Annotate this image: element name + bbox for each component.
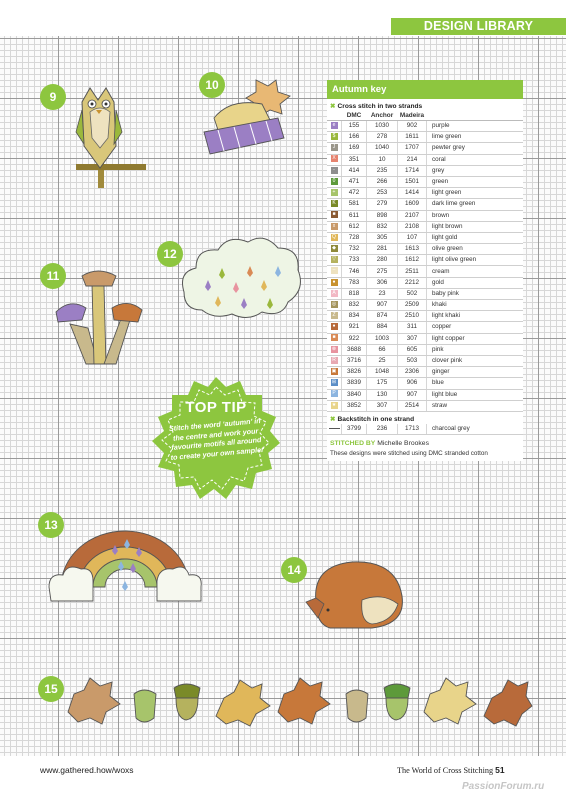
table-row: 0 471 266 1501 green [327, 176, 523, 187]
top-tip-burst [150, 373, 282, 505]
cloud-motif [178, 232, 306, 322]
motif-number-badge: 13 [38, 512, 64, 538]
symbol-swatch: ⊗ [331, 345, 337, 352]
table-row: Z 834 874 2510 light khaki [327, 311, 523, 322]
table-row: ▣ 3826 1048 2306 ginger [327, 367, 523, 378]
table-header-row [327, 111, 523, 121]
symbol-swatch: A [332, 289, 336, 296]
thread-note: These designs were stitched using DMC stranded cotton [330, 450, 488, 458]
symbol-swatch: ◆ [332, 244, 336, 251]
motif-number-badge: 14 [281, 557, 307, 583]
symbol-swatch: R [332, 356, 336, 363]
rainbow-motif [45, 517, 205, 617]
symbol-swatch: P [332, 390, 336, 397]
motif-number-badge: 11 [40, 263, 66, 289]
table-row: ⊞ 3839 175 906 blue [327, 378, 523, 389]
border-motif [64, 672, 534, 734]
table-row: R 3716 25 503 clover pink [327, 355, 523, 366]
symbol-swatch: ● [332, 323, 336, 330]
symbol-swatch: ★ [331, 401, 337, 408]
symbol-swatch: ● [332, 278, 336, 285]
symbol-swatch: ■ [332, 211, 336, 218]
motif-number-badge: 15 [38, 676, 64, 702]
page-number: 51 [495, 765, 505, 775]
autumn-key-panel [327, 80, 523, 461]
table-row: ◆ 732 281 1613 olive green [327, 244, 523, 255]
column-header: Anchor [367, 111, 398, 121]
symbol-swatch: x [331, 223, 338, 230]
cross-icon: ✖ [330, 103, 336, 110]
symbol-swatch: J [331, 144, 338, 151]
fox-motif [302, 552, 412, 632]
table-row: ● 783 306 2212 gold [327, 277, 523, 288]
symbol-swatch: 0 [331, 178, 338, 185]
tip-body: Stitch the word ‘autumn’ in the centre and work your favourite motifs all around to create your own sampler [168, 416, 265, 462]
symbol-swatch: ⊞ [331, 379, 337, 386]
cross-stitch-table [327, 111, 523, 412]
backstitch-heading: ✖ Backstitch in one strand [330, 415, 415, 423]
symbol-swatch: + [331, 189, 338, 196]
table-row: A 818 23 502 baby pink [327, 288, 523, 299]
symbol-swatch: e [331, 122, 338, 129]
table-row: e 155 1030 902 purple [327, 121, 523, 132]
symbol-swatch: Q [332, 233, 336, 240]
table-row: + 472 253 1414 light green [327, 188, 523, 199]
symbol-swatch: ▣ [331, 368, 337, 375]
symbol-swatch: ▽ [332, 256, 336, 263]
table-row: ▽ 733 280 1612 light olive green [327, 255, 523, 266]
table-row: - 414 235 1714 grey [327, 165, 523, 176]
motif-number-badge: 9 [40, 84, 66, 110]
backstitch-table [327, 424, 523, 435]
cross-stitch-rows [327, 121, 523, 412]
table-row: K 581 279 1609 dark lime green [327, 199, 523, 210]
table-row: x 612 832 2108 light brown [327, 221, 523, 232]
column-header: Madeira [398, 111, 427, 121]
table-row: 3799 236 1713 charcoal grey [327, 424, 523, 435]
symbol-swatch: K [332, 200, 336, 207]
table-row: ■ 922 1003 307 light copper [327, 333, 523, 344]
table-row: ★ 3852 307 2514 straw [327, 400, 523, 411]
table-row: $ 166 278 1611 lime green [327, 132, 523, 143]
table-row: X 351 10 214 coral [327, 154, 523, 165]
column-header: DMC [342, 111, 367, 121]
table-row: ⊗ 3688 66 605 pink [327, 344, 523, 355]
backstitch-line-icon [329, 428, 340, 430]
table-row: ● 921 884 311 copper [327, 322, 523, 333]
table-row: J 169 1040 1707 pewter grey [327, 143, 523, 154]
symbol-swatch: Z [332, 312, 336, 319]
symbol-swatch: X [332, 155, 336, 162]
footer-publication: The World of Cross Stitching 51 [397, 765, 505, 775]
footer-url: www.gathered.how/woxs [40, 765, 134, 775]
motif-number-badge: 10 [199, 72, 225, 98]
table-row: ■ 611 898 2107 brown [327, 210, 523, 221]
table-row: – 746 275 2511 cream [327, 266, 523, 277]
motif-number-badge: 12 [157, 241, 183, 267]
owl-motif [62, 82, 148, 192]
symbol-swatch: ■ [332, 334, 336, 341]
table-row: ◎ 832 907 2509 khaki [327, 300, 523, 311]
cross-icon: ✖ [330, 415, 336, 423]
symbol-swatch: - [331, 167, 338, 174]
section-header: DESIGN LIBRARY [391, 18, 566, 35]
cross-stitch-heading: ✖ Cross stitch in two strands [330, 103, 423, 110]
key-title: Autumn key [327, 80, 523, 99]
tip-title: TOP TIP [185, 399, 247, 416]
watermark: PassionForum.ru [462, 781, 545, 792]
table-row: P 3840 130 907 light blue [327, 389, 523, 400]
table-row: Q 728 305 107 light gold [327, 232, 523, 243]
symbol-swatch: ◎ [331, 300, 337, 307]
symbol-swatch: $ [331, 133, 338, 140]
stitched-by: STITCHED BY Michelle Brookes [330, 440, 429, 448]
mushrooms-motif [52, 268, 147, 368]
symbol-swatch: – [331, 267, 338, 274]
